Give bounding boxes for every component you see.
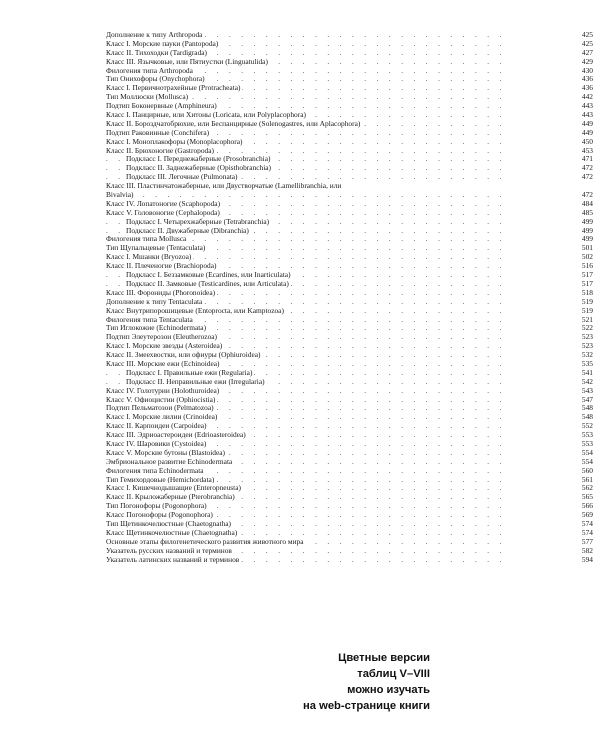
toc-entry-title: Тип Моллюски (Mollusca) <box>106 92 189 102</box>
toc-entry-page: 561 <box>581 474 593 484</box>
web-version-note <box>300 650 430 714</box>
toc-entry-page: 436 <box>581 83 593 93</box>
toc-entry-title: Класс I. Первичнотрахейные (Protracheata) <box>106 83 241 93</box>
toc-entry-page: 516 <box>581 261 593 271</box>
toc-entry-title: Филогения типа Mollusca <box>106 234 187 244</box>
toc-entry-page: 519 <box>581 305 593 315</box>
toc-entry-page: 569 <box>581 510 593 520</box>
note-line: таблиц V–VIII <box>357 668 430 680</box>
toc-entry-page: 427 <box>581 47 593 57</box>
toc-entry-title: Класс Погонофоры (Pogonophora) <box>106 510 213 520</box>
toc-entry-page: 574 <box>581 527 593 537</box>
toc-entry-page: 472 <box>581 190 593 200</box>
toc-entry-title: Подкласс I. Переднежаберные (Prosobranchia) <box>126 154 271 164</box>
toc-entry-page: 484 <box>581 198 593 208</box>
toc-entry-page: 560 <box>581 465 593 475</box>
toc-entry-title: Класс Внутрипорошицевые (Entoprocta, или Kamptozoa) <box>106 305 284 315</box>
toc-entry-page: 577 <box>581 536 593 546</box>
toc-entry-title: Подкласс I. Четырехжаберные (Tetrabranchia) <box>126 216 270 226</box>
toc-entry-page: 554 <box>581 447 593 457</box>
table-of-contents <box>106 30 593 564</box>
toc-entry-page: 518 <box>581 287 593 297</box>
toc-entry-title: Тип Щупальцевые (Tentaculata) <box>106 243 206 253</box>
toc-entry-title: Дополнение к типу Tentaculata <box>106 296 203 306</box>
toc-entry-page: 521 <box>581 314 593 324</box>
toc-entry-page: 547 <box>581 394 593 404</box>
toc-entry-title: Класс I. Морские звезды (Asteroidea) <box>106 341 223 351</box>
toc-entry-title: Класс I. Панцирные, или Хитоны (Loricata, или Polyplacophora) <box>106 110 306 120</box>
toc-entry-page: 566 <box>581 501 593 511</box>
toc-entry-title: Класс II. Тихоходки (Tardigrada) <box>106 47 208 57</box>
toc-entry-title: Класс III. Язычковые, или Пятиустки (Linguatulida) <box>106 56 268 66</box>
toc-entry-title: Подкласс I. Правильные ежи (Regularia) <box>126 367 253 377</box>
toc-entry-title: Подтип Боконервные (Amphineura) <box>106 101 217 111</box>
toc-entry-page: 517 <box>581 278 593 288</box>
toc-entry-page: 450 <box>581 136 593 146</box>
toc-entry-title: Указатель латинских названий и терминов <box>106 554 240 564</box>
toc-entry-page: 449 <box>581 118 593 128</box>
toc-entry-page: 471 <box>581 154 593 164</box>
toc-entry-page: 594 <box>581 554 593 564</box>
toc-entry-title: Подкласс II. Двужаберные (Dibranchia) <box>126 225 249 235</box>
toc-entry-page: 499 <box>581 225 593 235</box>
toc-entry-page: 553 <box>581 430 593 440</box>
toc-entry-page: 522 <box>581 323 593 333</box>
toc-entry-title: Подкласс III. Легочные (Pulmonata) <box>126 172 238 182</box>
toc-entry-title: Дополнение к типу Arthropoda <box>106 30 203 39</box>
toc-entry-page: 517 <box>581 270 593 280</box>
toc-entry <box>106 554 593 565</box>
toc-entry-page: 453 <box>581 145 593 155</box>
toc-entry-title: Класс Щетинкочелюстные (Chaetognatha) <box>106 527 238 537</box>
toc-entry-title: Подкласс I. Беззамковые (Ecardines, или Inarticulata) <box>126 270 291 280</box>
toc-entry-title: Класс V. Офиоцистии (Ophiocistia) <box>106 394 216 404</box>
toc-entry-page: 523 <box>581 341 593 351</box>
toc-entry-title: Подкласс II. Неправильные ежи (Irregularia) <box>126 376 265 386</box>
toc-entry-page: 562 <box>581 483 593 493</box>
toc-entry-page: 541 <box>581 367 593 377</box>
toc-entry-title: Класс II. Плеченогие (Brachiopoda) <box>106 261 217 271</box>
toc-entry-page: 523 <box>581 332 593 342</box>
toc-entry-title: Класс I. Моноплакофоры (Monoplacophora) <box>106 136 243 146</box>
toc-entry-page: 430 <box>581 65 593 75</box>
toc-entry-title: Подкласс II. Заднежаберные (Opisthobranchia) <box>126 163 271 173</box>
toc-entry-title: Тип Онихофоры (Onychophora) <box>106 74 205 84</box>
toc-entry-title: Филогения типа Tentaculata <box>106 314 193 324</box>
toc-entry-title: Подтип Элеутерозои (Eleutherozoa) <box>106 332 218 342</box>
toc-entry-page: 472 <box>581 172 593 182</box>
toc-entry-title: Класс IV. Голотурии (Holothuroidea) <box>106 385 220 395</box>
note-line: на web-странице книги <box>303 700 430 712</box>
toc-entry-title: Тип Гемихордовые (Hemichordata) <box>106 474 215 484</box>
note-line: можно изучать <box>347 684 430 696</box>
toc-entry-page: 499 <box>581 216 593 226</box>
toc-entry-title: Класс IV. Лопатоногие (Scaphopoda) <box>106 198 221 208</box>
toc-entry-title: Bivalvia) <box>106 190 134 200</box>
toc-entry-page: 436 <box>581 74 593 84</box>
toc-entry-page: 501 <box>581 243 593 253</box>
toc-entry-page: 502 <box>581 252 593 262</box>
toc-entry-page: 565 <box>581 492 593 502</box>
toc-entry-title: Класс II. Крыложаберные (Pterobranchia) <box>106 492 235 502</box>
toc-entry-title: Класс I. Морские лилии (Crinoidea) <box>106 412 218 422</box>
toc-entry-title: Подкласс II. Замковые (Testicardines, или Articulata) <box>126 278 289 288</box>
toc-entry-page: 499 <box>581 234 593 244</box>
toc-entry-page: 532 <box>581 350 593 360</box>
toc-entry-page: 543 <box>581 385 593 395</box>
toc-entry-title: Филогения типа Echinodermata <box>106 465 204 475</box>
toc-entry-title: Класс V. Морские бутоны (Blastoidea) <box>106 447 226 457</box>
toc-entry-title: Класс I. Мшанки (Bryozoa) <box>106 252 192 262</box>
toc-entry-title: Класс II. Бороздчатобрюхие, или Беспанцирные (Solenogastres, или Aplacophora) <box>106 118 361 128</box>
toc-entry-title: Класс V. Головоногие (Cephalopoda) <box>106 207 220 217</box>
toc-entry-page: 429 <box>581 56 593 66</box>
toc-entry-title: Класс IV. Шаровики (Cystoidea) <box>106 438 207 448</box>
toc-entry-page: 553 <box>581 438 593 448</box>
toc-entry-title: Класс II. Брюхоногие (Gastropoda) <box>106 145 214 155</box>
toc-entry-page: 425 <box>581 38 593 48</box>
toc-entry-title: Класс I. Морские пауки (Pantopoda) <box>106 38 219 48</box>
toc-entry-page: 443 <box>581 101 593 111</box>
toc-entry-title: Класс III. Форониды (Phoronoidea) <box>106 287 216 297</box>
toc-entry-page: 554 <box>581 456 593 466</box>
toc-entry-title: Подтип Пельматозои (Pelmatozoa) <box>106 403 214 413</box>
toc-entry-title: Подтип Раковинные (Conchifera) <box>106 127 210 137</box>
note-line: Цветные версии <box>338 652 430 664</box>
toc-entry-page: 519 <box>581 296 593 306</box>
toc-entry-page: 485 <box>581 207 593 217</box>
toc-entry-title: Класс I. Кишечнодышащие (Enteropneusta) <box>106 483 241 493</box>
toc-entry-title: Класс II. Карпоидеи (Carpoidea) <box>106 421 207 431</box>
toc-entry-title: Указатель русских названий и терминов <box>106 545 232 555</box>
toc-entry-page: 442 <box>581 92 593 102</box>
toc-entry-title: Класс III. Морские ежи (Echinoidea) <box>106 358 220 368</box>
toc-entry-page: 582 <box>581 545 593 555</box>
toc-entry-title: Филогения типа Arthropoda <box>106 65 193 75</box>
toc-entry-title: Класс III. Пластинчатожаберные, или Двустворчатые (Lamellibranchia, или <box>106 181 342 191</box>
toc-entry-page: 449 <box>581 127 593 137</box>
toc-entry-page: 548 <box>581 403 593 413</box>
toc-entry-title: Тип Иглокожие (Echinodermata) <box>106 323 207 333</box>
toc-entry-page: 574 <box>581 518 593 528</box>
toc-entry-page: 542 <box>581 376 593 386</box>
toc-entry-title: Класс II. Змеехвостки, или офиуры (Ophiuroidea) <box>106 350 261 360</box>
toc-entry-page: 472 <box>581 163 593 173</box>
toc-entry-page: 552 <box>581 421 593 431</box>
toc-entry-page: 443 <box>581 110 593 120</box>
toc-entry-page: 548 <box>581 412 593 422</box>
toc-entry-title: Основные этапы филогенетического развития животного мира <box>106 536 304 546</box>
toc-entry-title: Тип Щетинкочелюстные (Chaetognatha) <box>106 518 232 528</box>
toc-entry-page: 425 <box>581 30 593 39</box>
toc-entry-page: 535 <box>581 358 593 368</box>
toc-entry-title: Эмбриональное развитие Echinodermata <box>106 456 233 466</box>
toc-entry-title: Тип Погонофоры (Pogonophora) <box>106 501 207 511</box>
toc-entry-title: Класс III. Эдриоастероидеи (Edrioasteroidea) <box>106 430 246 440</box>
toc-entry <box>106 182 512 191</box>
